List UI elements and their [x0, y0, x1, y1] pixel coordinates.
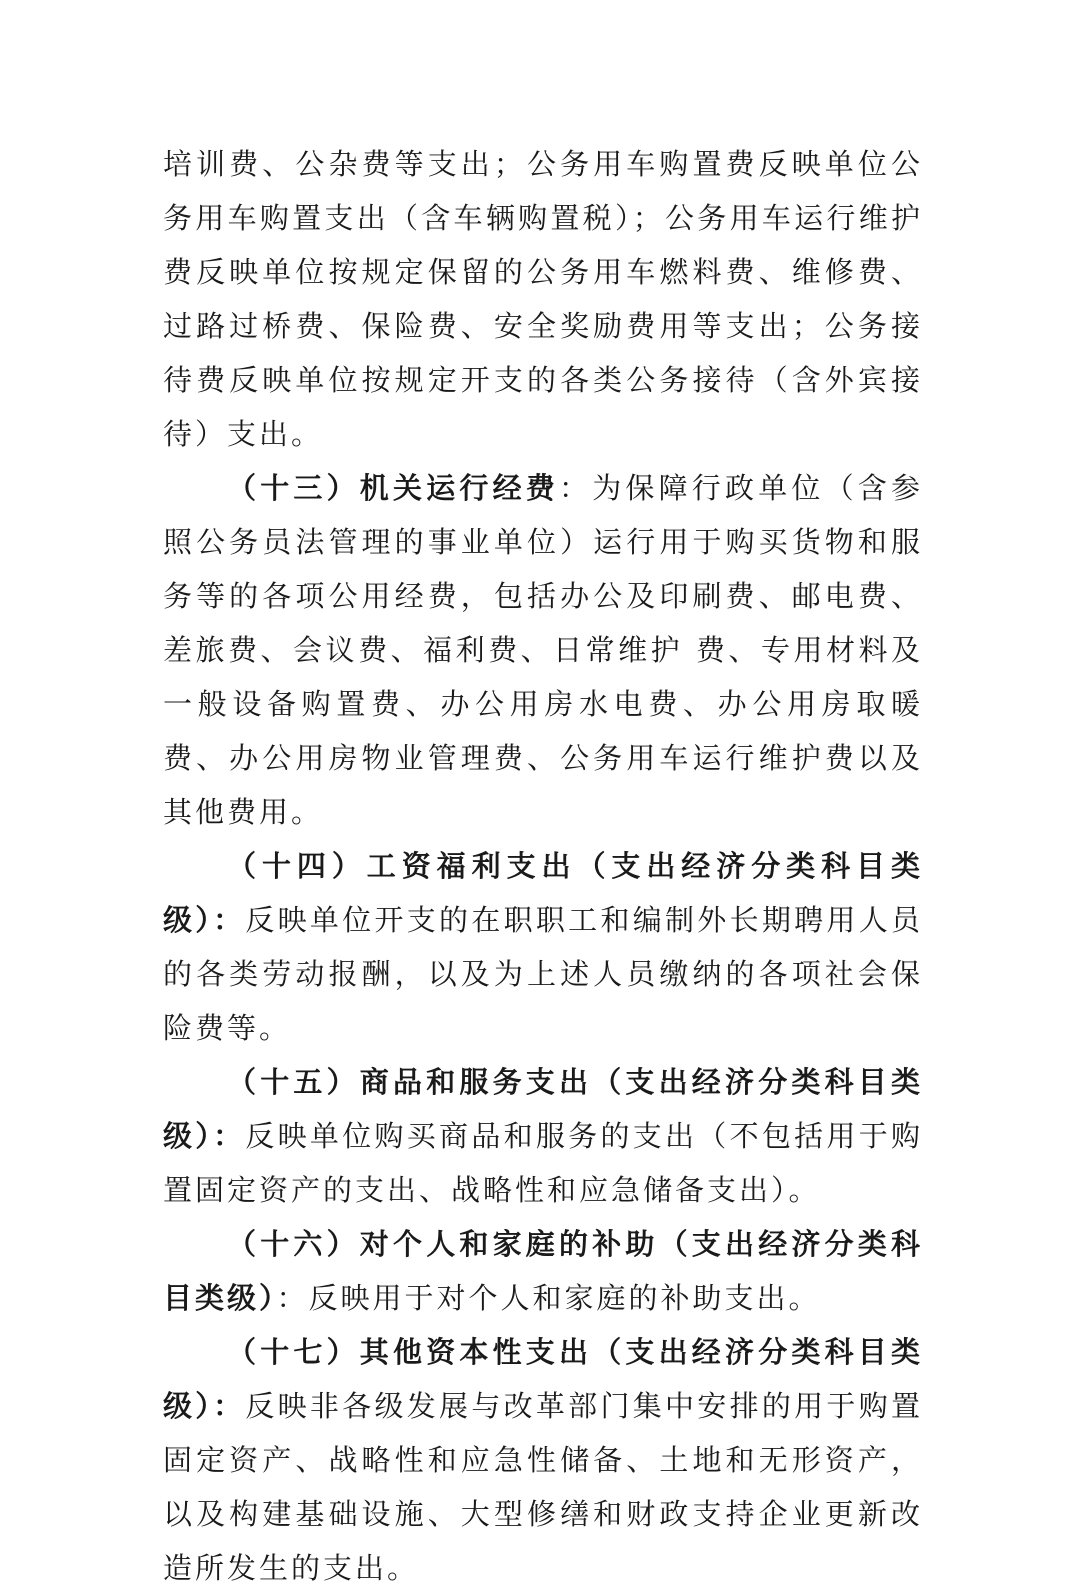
section-heading-13: （十三）机关运行经费 — [227, 471, 559, 505]
section-body-14: 反映单位开支的在职职工和编制外长期聘用人员的各类劳动报酬，以及为上述人员缴纳的各项社会保险费等。 — [163, 903, 923, 1045]
section-heading-15: （十五）商品和服务支出（支出经济分类科目类级）： — [163, 1065, 923, 1153]
section-heading-16: （十六）对个人和家庭的补助（支出经济分类科目类级） — [163, 1227, 923, 1315]
paragraph-continued — [163, 137, 923, 461]
paragraph-15 — [163, 1055, 923, 1217]
document-body — [163, 137, 923, 1595]
paragraph-13 — [163, 461, 923, 839]
paragraph-text: 培训费、公杂费等支出；公务用车购置费反映单位公务用车购置支出（含车辆购置税）；公务用车运行维护费反映单位按规定保留的公务用车燃料费、维修费、过路过桥费、保险费、安全奖励费用等支出；公务接待费反映单位按规定开支的各类公务接待（含外宾接待）支出。 — [163, 147, 923, 451]
section-heading-17: （十七）其他资本性支出（支出经济分类科目类级）： — [163, 1335, 923, 1423]
section-heading-14: （十四）工资福利支出（支出经济分类科目类级）： — [163, 849, 923, 937]
paragraph-16 — [163, 1217, 923, 1325]
section-body-16: ：反映用于对个人和家庭的补助支出。 — [276, 1281, 821, 1315]
paragraph-17 — [163, 1325, 923, 1595]
paragraph-14 — [163, 839, 923, 1055]
section-body-17: 反映非各级发展与改革部门集中安排的用于购置固定资产、战略性和应急性储备、土地和无形资产，以及构建基础设施、大型修缮和财政支持企业更新改造所发生的支出。 — [163, 1389, 923, 1585]
section-body-13: ：为保障行政单位（含参照公务员法管理的事业单位）运行用于购买货物和服务等的各项公用经费，包括办公及印刷费、邮电费、差旅费、会议费、福利费、日常维护 费、专用材料及一般设备购置费、办公用房水电费、办公用房取暖费、办公用房物业管理费、公务用车运行维护费以及其他费用。 — [163, 471, 923, 829]
section-body-15: 反映单位购买商品和服务的支出（不包括用于购置固定资产的支出、战略性和应急储备支出）。 — [163, 1119, 923, 1207]
